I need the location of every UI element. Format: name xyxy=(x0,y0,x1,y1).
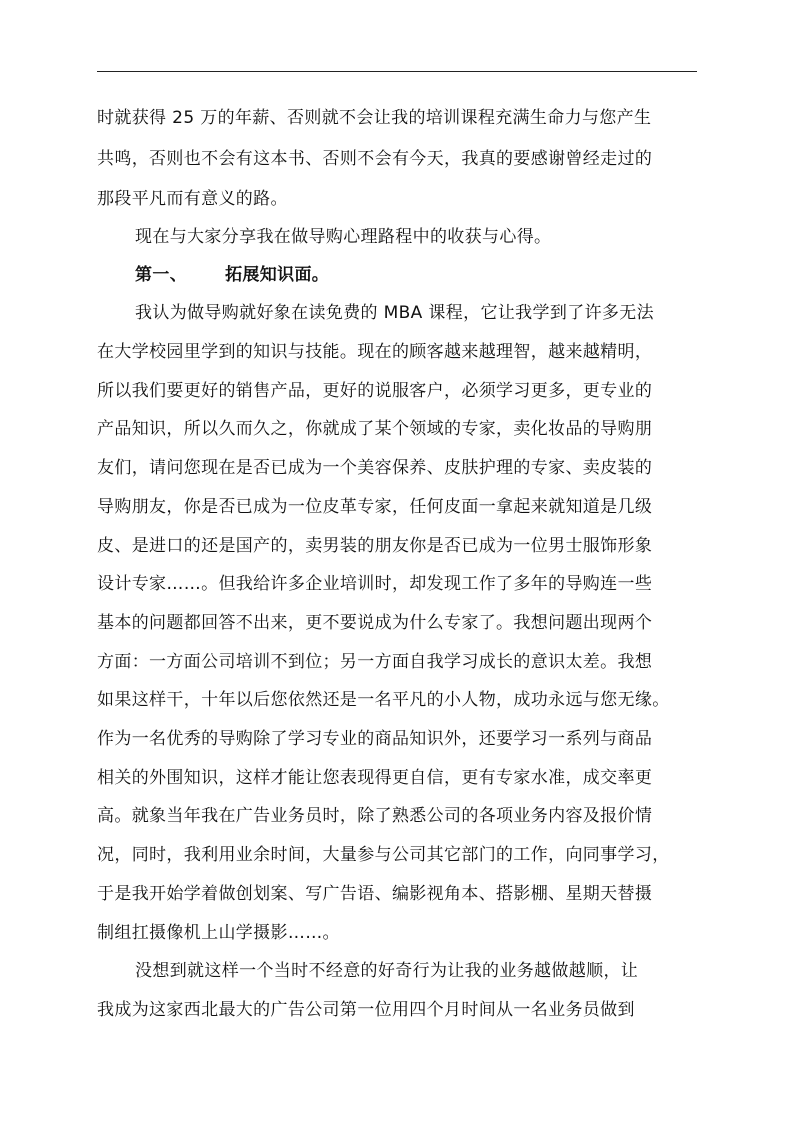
body-line-1: 时就获得 25 万的年薪、否则就不会让我的培训课程充满生命力与您产生 xyxy=(97,108,652,128)
body-line-15: 如果这样干，十年以后您依然还是一名平凡的小人物，成功永远与您无缘。 xyxy=(97,690,670,710)
body-line-8: 产品知识，所以久而久之，你就成了某个领域的专家，卖化妆品的导购朋 xyxy=(97,419,653,439)
body-line-23: 我成为这家西北最大的广告公司第一位用四个月时间从一名业务员做到 xyxy=(97,1000,635,1020)
body-line-22: 没想到就这样一个当时不经意的好奇行为让我的业务越做越顺，让 xyxy=(135,961,639,981)
body-line-10: 导购朋友，你是否已成为一位皮革专家，任何皮面一拿起来就知道是几级 xyxy=(97,497,653,517)
body-line-11: 皮、是进口的还是国产的，卖男装的朋友你是否已成为一位男士服饰形象 xyxy=(97,536,653,556)
body-line-12: 设计专家……。但我给许多企业培训时，却发现工作了多年的导购连一些 xyxy=(97,574,653,594)
body-line-20: 于是我开始学着做创划案、写广告语、编影视角本、搭影棚、星期天替摄 xyxy=(97,884,653,904)
body-line-14: 方面：一方面公司培训不到位；另一方面自我学习成长的意识太差。我想 xyxy=(97,652,653,672)
body-line-16: 作为一名优秀的导购除了学习专业的商品知识外，还要学习一系列与商品 xyxy=(97,729,653,749)
body-line-4: 现在与大家分享我在做导购心理路程中的收获与心得。 xyxy=(135,227,552,247)
body-line-3: 那段平凡而有意义的路。 xyxy=(97,189,288,209)
section-title: 拓展知识面。 xyxy=(225,265,330,285)
body-line-2: 共鸣，否则也不会有这本书、否则不会有今天，我真的要感谢曾经走过的 xyxy=(97,149,653,169)
section-number: 第一、 xyxy=(135,265,188,285)
body-line-21: 制组扛摄像机上山学摄影……。 xyxy=(97,923,340,943)
body-line-5: 我认为做导购就好象在读免费的 MBA 课程，它让我学到了许多无法 xyxy=(135,303,654,323)
body-line-19: 况，同时，我利用业余时间，大量参与公司其它部门的工作，向同事学习， xyxy=(97,845,670,865)
body-line-6: 在大学校园里学到的知识与技能。现在的顾客越来越理智，越来越精明， xyxy=(97,342,653,362)
body-line-18: 高。就象当年我在广告业务员时，除了熟悉公司的各项业务内容及报价情 xyxy=(97,806,653,826)
body-line-17: 相关的外围知识，这样才能让您表现得更自信，更有专家水准，成交率更 xyxy=(97,768,653,788)
body-line-9: 友们，请问您现在是否已成为一个美容保养、皮肤护理的专家、卖皮装的 xyxy=(97,458,653,478)
section-heading xyxy=(135,265,329,285)
body-line-13: 基本的问题都回答不出来，更不要说成为什么专家了。我想问题出现两个 xyxy=(97,613,653,633)
header-rule xyxy=(97,71,697,72)
body-line-7: 所以我们要更好的销售产品，更好的说服客户，必须学习更多，更专业的 xyxy=(97,381,653,401)
